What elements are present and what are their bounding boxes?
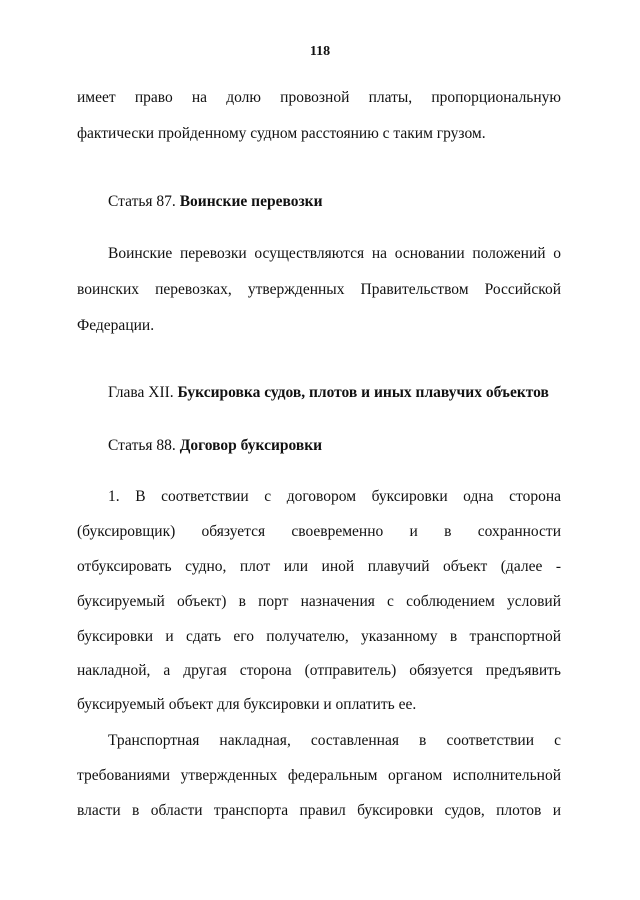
article-title: Воинские перевозки xyxy=(179,193,323,210)
paragraph-line: 1. В соответствии с договором буксировки одна сторона xyxy=(108,488,561,505)
paragraph-line: буксировки и сдать его получателю, указанному в транспортной xyxy=(77,628,561,645)
paragraph-line: власти в области транспорта правил буксировки судов, плотов и xyxy=(77,802,561,819)
paragraph-line: Воинские перевозки осуществляются на основании положений о xyxy=(108,245,561,262)
article-title: Договор буксировки xyxy=(179,437,323,454)
paragraph-line: Федерации. xyxy=(77,317,155,334)
chapter-12-heading xyxy=(108,383,561,403)
paragraph-line: имеет право на долю провозной платы, пропорциональную xyxy=(77,89,561,106)
paragraph-line: буксируемый объект для буксировки и оплатить ее. xyxy=(77,696,417,713)
page-number: 118 xyxy=(309,44,331,59)
chapter-title: Буксировка судов, плотов и иных плавучих объектов xyxy=(177,384,549,401)
paragraph-line: накладной, а другая сторона (отправитель) обязуется предъявить xyxy=(77,662,561,679)
paragraph-line: буксируемый объект) в порт назначения с соблюдением условий xyxy=(77,593,561,610)
article-87-heading xyxy=(108,192,561,212)
article-88-heading xyxy=(108,436,561,456)
paragraph-line: (буксировщик) обязуется своевременно и в сохранности xyxy=(77,523,561,540)
paragraph-line: воинских перевозках, утвержденных Правительством Российской xyxy=(77,281,561,298)
paragraph-line: Транспортная накладная, составленная в соответствии с xyxy=(108,732,561,749)
article-number: Статья 88. xyxy=(108,437,180,454)
paragraph-line: фактически пройденному судном расстоянию с таким грузом. xyxy=(77,125,486,142)
paragraph-line: отбуксировать судно, плот или иной плавучий объект (далее - xyxy=(77,558,561,575)
article-number: Статья 87. xyxy=(108,193,180,210)
chapter-number: Глава XII. xyxy=(108,384,178,401)
paragraph-line: требованиями утвержденных федеральным органом исполнительной xyxy=(77,767,561,784)
